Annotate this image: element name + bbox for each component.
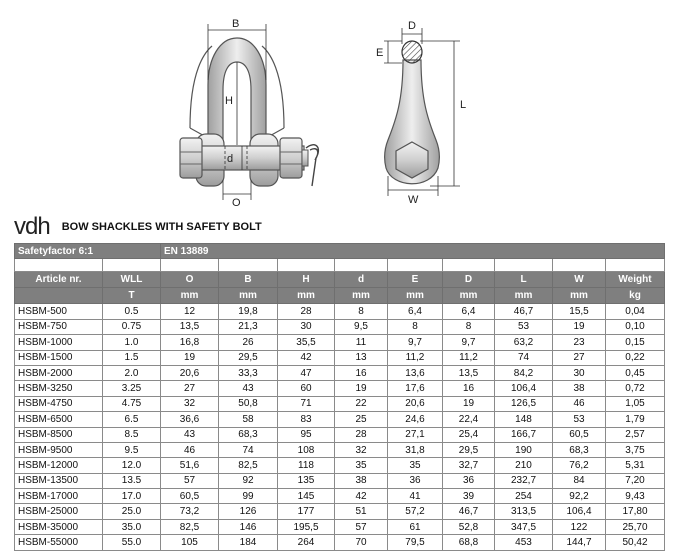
table-cell: 25,4 xyxy=(443,427,495,442)
column-header: d xyxy=(335,272,388,288)
table-cell: 8 xyxy=(388,319,443,334)
table-cell: 36,6 xyxy=(161,412,219,427)
table-cell: 12.0 xyxy=(103,458,161,473)
table-cell: 3,75 xyxy=(606,442,665,457)
table-cell: 46,7 xyxy=(443,504,495,519)
label-w: W xyxy=(408,194,419,206)
header-row-names xyxy=(15,272,665,288)
table-cell: 27,1 xyxy=(388,427,443,442)
table-cell: 0,15 xyxy=(606,335,665,350)
table-cell: 25.0 xyxy=(103,504,161,519)
table-cell: 122 xyxy=(553,519,606,534)
column-header: O xyxy=(161,272,219,288)
table-cell: 92,2 xyxy=(553,489,606,504)
table-row xyxy=(15,396,665,411)
table-cell: 8 xyxy=(335,304,388,319)
standard-label: EN 13889 xyxy=(161,244,665,259)
table-cell: 36 xyxy=(443,473,495,488)
table-cell: 57,2 xyxy=(388,504,443,519)
header-row-units xyxy=(15,288,665,304)
table-cell: 32 xyxy=(161,396,219,411)
article-cell: HSBM-4750 xyxy=(15,396,103,411)
safety-factor-label: Safetyfactor 6:1 xyxy=(15,244,161,259)
table-cell: 46 xyxy=(161,442,219,457)
table-row xyxy=(15,350,665,365)
article-cell: HSBM-25000 xyxy=(15,504,103,519)
table-cell: 9,43 xyxy=(606,489,665,504)
table-cell: 126,5 xyxy=(495,396,553,411)
table-cell: 36 xyxy=(388,473,443,488)
column-header: E xyxy=(388,272,443,288)
table-cell: 51 xyxy=(335,504,388,519)
table-cell: 71 xyxy=(278,396,335,411)
table-cell: 118 xyxy=(278,458,335,473)
table-cell: 22 xyxy=(335,396,388,411)
table-cell: 232,7 xyxy=(495,473,553,488)
table-cell: 43 xyxy=(161,427,219,442)
table-cell: 35.0 xyxy=(103,519,161,534)
table-cell: 35 xyxy=(388,458,443,473)
column-unit: T xyxy=(103,288,161,304)
table-cell: 31,8 xyxy=(388,442,443,457)
table-cell: 70 xyxy=(335,535,388,550)
table-cell: 0,22 xyxy=(606,350,665,365)
table-cell: 16,8 xyxy=(161,335,219,350)
table-cell: 32 xyxy=(335,442,388,457)
table-row xyxy=(15,489,665,504)
table-cell: 61 xyxy=(388,519,443,534)
table-cell: 29,5 xyxy=(219,350,278,365)
table-cell: 19 xyxy=(443,396,495,411)
table-row xyxy=(15,473,665,488)
bow-section-hatched xyxy=(402,41,422,63)
table-cell: 1.5 xyxy=(103,350,161,365)
document-title: BOW SHACKLES WITH SAFETY BOLT xyxy=(61,221,262,233)
table-cell: 74 xyxy=(495,350,553,365)
article-cell: HSBM-2000 xyxy=(15,365,103,380)
bolt-head xyxy=(180,138,202,178)
table-cell: 4.75 xyxy=(103,396,161,411)
table-cell: 38 xyxy=(335,473,388,488)
table-cell: 42 xyxy=(278,350,335,365)
table-cell: 0,45 xyxy=(606,365,665,380)
table-cell: 35 xyxy=(335,458,388,473)
table-cell: 1,79 xyxy=(606,412,665,427)
table-cell: 145 xyxy=(278,489,335,504)
table-cell: 210 xyxy=(495,458,553,473)
table-cell: 17.0 xyxy=(103,489,161,504)
table-cell: 2,57 xyxy=(606,427,665,442)
column-header: Weight xyxy=(606,272,665,288)
table-cell: 16 xyxy=(335,365,388,380)
table-cell: 33,3 xyxy=(219,365,278,380)
table-cell: 13,5 xyxy=(443,365,495,380)
table-cell: 0.75 xyxy=(103,319,161,334)
table-cell: 146 xyxy=(219,519,278,534)
column-header: W xyxy=(553,272,606,288)
label-e: E xyxy=(376,47,384,59)
table-cell: 53 xyxy=(495,319,553,334)
specification-table xyxy=(14,243,665,551)
table-row xyxy=(15,427,665,442)
table-row xyxy=(15,319,665,334)
table-row xyxy=(15,442,665,457)
column-header: D xyxy=(443,272,495,288)
table-cell: 32,7 xyxy=(443,458,495,473)
table-cell: 453 xyxy=(495,535,553,550)
table-cell: 60,5 xyxy=(553,427,606,442)
table-cell: 135 xyxy=(278,473,335,488)
table-cell: 84,2 xyxy=(495,365,553,380)
article-cell: HSBM-1500 xyxy=(15,350,103,365)
table-cell: 68,3 xyxy=(553,442,606,457)
article-cell: HSBM-3250 xyxy=(15,381,103,396)
table-cell: 51,6 xyxy=(161,458,219,473)
table-cell: 9.5 xyxy=(103,442,161,457)
table-row xyxy=(15,412,665,427)
front-view xyxy=(180,18,318,209)
table-cell: 30 xyxy=(553,365,606,380)
label-l: L xyxy=(460,99,467,111)
vdh-logo: vdh xyxy=(14,213,50,240)
column-unit: mm xyxy=(553,288,606,304)
shackle-technical-drawing xyxy=(0,0,678,212)
table-cell: 99 xyxy=(219,489,278,504)
table-cell: 313,5 xyxy=(495,504,553,519)
table-cell: 22,4 xyxy=(443,412,495,427)
table-cell: 57 xyxy=(335,519,388,534)
column-header: Article nr. xyxy=(15,272,103,288)
table-cell: 42 xyxy=(335,489,388,504)
article-cell: HSBM-500 xyxy=(15,304,103,319)
table-cell: 57 xyxy=(161,473,219,488)
table-cell: 1,05 xyxy=(606,396,665,411)
article-cell: HSBM-13500 xyxy=(15,473,103,488)
table-cell: 2.0 xyxy=(103,365,161,380)
table-cell: 15,5 xyxy=(553,304,606,319)
table-cell: 43 xyxy=(219,381,278,396)
table-cell: 39 xyxy=(443,489,495,504)
label-b: B xyxy=(232,18,240,30)
column-header: WLL xyxy=(103,272,161,288)
table-cell: 92 xyxy=(219,473,278,488)
column-unit: mm xyxy=(278,288,335,304)
table-cell: 27 xyxy=(161,381,219,396)
table-cell: 177 xyxy=(278,504,335,519)
article-cell: HSBM-9500 xyxy=(15,442,103,457)
table-cell: 21,3 xyxy=(219,319,278,334)
article-cell: HSBM-6500 xyxy=(15,412,103,427)
table-row xyxy=(15,519,665,534)
table-cell: 68,8 xyxy=(443,535,495,550)
article-cell: HSBM-35000 xyxy=(15,519,103,534)
table-cell: 1.0 xyxy=(103,335,161,350)
table-cell: 20,6 xyxy=(388,396,443,411)
table-cell: 53 xyxy=(553,412,606,427)
column-unit: mm xyxy=(219,288,278,304)
table-cell: 347,5 xyxy=(495,519,553,534)
table-cell: 13.5 xyxy=(103,473,161,488)
table-cell: 28 xyxy=(278,304,335,319)
table-cell: 144,7 xyxy=(553,535,606,550)
article-cell: HSBM-1000 xyxy=(15,335,103,350)
table-cell: 3.25 xyxy=(103,381,161,396)
table-cell: 95 xyxy=(278,427,335,442)
column-unit: mm xyxy=(495,288,553,304)
table-cell: 84 xyxy=(553,473,606,488)
table-cell: 60 xyxy=(278,381,335,396)
table-cell: 63,2 xyxy=(495,335,553,350)
table-cell: 68,3 xyxy=(219,427,278,442)
column-header: B xyxy=(219,272,278,288)
table-cell: 29,5 xyxy=(443,442,495,457)
table-cell: 23 xyxy=(553,335,606,350)
label-D: D xyxy=(408,20,416,32)
table-cell: 20,6 xyxy=(161,365,219,380)
column-unit: mm xyxy=(161,288,219,304)
table-cell: 83 xyxy=(278,412,335,427)
side-view xyxy=(376,20,466,206)
table-cell: 11,2 xyxy=(443,350,495,365)
table-cell: 105 xyxy=(161,535,219,550)
table-cell: 17,80 xyxy=(606,504,665,519)
article-cell: HSBM-17000 xyxy=(15,489,103,504)
table-cell: 13 xyxy=(335,350,388,365)
table-cell: 50,42 xyxy=(606,535,665,550)
table-cell: 24,6 xyxy=(388,412,443,427)
bolt-nut xyxy=(280,138,302,178)
table-cell: 17,6 xyxy=(388,381,443,396)
table-cell: 50,8 xyxy=(219,396,278,411)
table-cell: 73,2 xyxy=(161,504,219,519)
table-cell: 41 xyxy=(388,489,443,504)
table-cell: 79,5 xyxy=(388,535,443,550)
column-unit: kg xyxy=(606,288,665,304)
column-header: H xyxy=(278,272,335,288)
brand-header xyxy=(14,212,262,242)
table-row xyxy=(15,458,665,473)
table-cell: 19 xyxy=(553,319,606,334)
table-cell: 74 xyxy=(219,442,278,457)
table-row xyxy=(15,304,665,319)
table-cell: 19,8 xyxy=(219,304,278,319)
table-cell: 28 xyxy=(335,427,388,442)
article-cell: HSBM-12000 xyxy=(15,458,103,473)
table-cell: 12 xyxy=(161,304,219,319)
table-cell: 11 xyxy=(335,335,388,350)
table-cell: 106,4 xyxy=(553,504,606,519)
table-cell: 0,04 xyxy=(606,304,665,319)
table-cell: 184 xyxy=(219,535,278,550)
table-cell: 254 xyxy=(495,489,553,504)
column-unit: mm xyxy=(443,288,495,304)
article-cell: HSBM-750 xyxy=(15,319,103,334)
table-cell: 7,20 xyxy=(606,473,665,488)
table-row xyxy=(15,335,665,350)
column-unit: mm xyxy=(388,288,443,304)
column-unit xyxy=(15,288,103,304)
table-cell: 27 xyxy=(553,350,606,365)
table-cell: 60,5 xyxy=(161,489,219,504)
table-cell: 0.5 xyxy=(103,304,161,319)
table-cell: 30 xyxy=(278,319,335,334)
table-cell: 38 xyxy=(553,381,606,396)
table-cell: 46,7 xyxy=(495,304,553,319)
spacer-row xyxy=(15,259,665,272)
table-cell: 46 xyxy=(553,396,606,411)
table-cell: 8.5 xyxy=(103,427,161,442)
table-row xyxy=(15,381,665,396)
safety-factor-row xyxy=(15,244,665,259)
table-cell: 8 xyxy=(443,319,495,334)
table-cell: 195,5 xyxy=(278,519,335,534)
table-cell: 0,10 xyxy=(606,319,665,334)
table-cell: 76,2 xyxy=(553,458,606,473)
table-cell: 16 xyxy=(443,381,495,396)
table-row xyxy=(15,365,665,380)
table-cell: 9,5 xyxy=(335,319,388,334)
table-cell: 9,7 xyxy=(388,335,443,350)
table-cell: 13,6 xyxy=(388,365,443,380)
table-cell: 19 xyxy=(161,350,219,365)
table-cell: 166,7 xyxy=(495,427,553,442)
table-cell: 82,5 xyxy=(161,519,219,534)
table-cell: 25 xyxy=(335,412,388,427)
table-cell: 0,72 xyxy=(606,381,665,396)
table-cell: 9,7 xyxy=(443,335,495,350)
table-cell: 106,4 xyxy=(495,381,553,396)
table-cell: 108 xyxy=(278,442,335,457)
label-h: H xyxy=(225,95,233,107)
table-cell: 26 xyxy=(219,335,278,350)
table-row xyxy=(15,504,665,519)
table-cell: 58 xyxy=(219,412,278,427)
column-header: L xyxy=(495,272,553,288)
table-cell: 82,5 xyxy=(219,458,278,473)
table-cell: 11,2 xyxy=(388,350,443,365)
article-cell: HSBM-55000 xyxy=(15,535,103,550)
table-cell: 6,4 xyxy=(388,304,443,319)
table-cell: 25,70 xyxy=(606,519,665,534)
label-o: O xyxy=(232,197,241,209)
article-cell: HSBM-8500 xyxy=(15,427,103,442)
table-cell: 6.5 xyxy=(103,412,161,427)
column-unit: mm xyxy=(335,288,388,304)
table-cell: 126 xyxy=(219,504,278,519)
label-d: d xyxy=(227,153,234,165)
table-cell: 6,4 xyxy=(443,304,495,319)
table-cell: 55.0 xyxy=(103,535,161,550)
table-cell: 35,5 xyxy=(278,335,335,350)
table-row xyxy=(15,535,665,550)
table-cell: 13,5 xyxy=(161,319,219,334)
table-cell: 19 xyxy=(335,381,388,396)
table-cell: 148 xyxy=(495,412,553,427)
table-cell: 190 xyxy=(495,442,553,457)
table-cell: 264 xyxy=(278,535,335,550)
table-cell: 47 xyxy=(278,365,335,380)
table-cell: 52,8 xyxy=(443,519,495,534)
table-cell: 5,31 xyxy=(606,458,665,473)
